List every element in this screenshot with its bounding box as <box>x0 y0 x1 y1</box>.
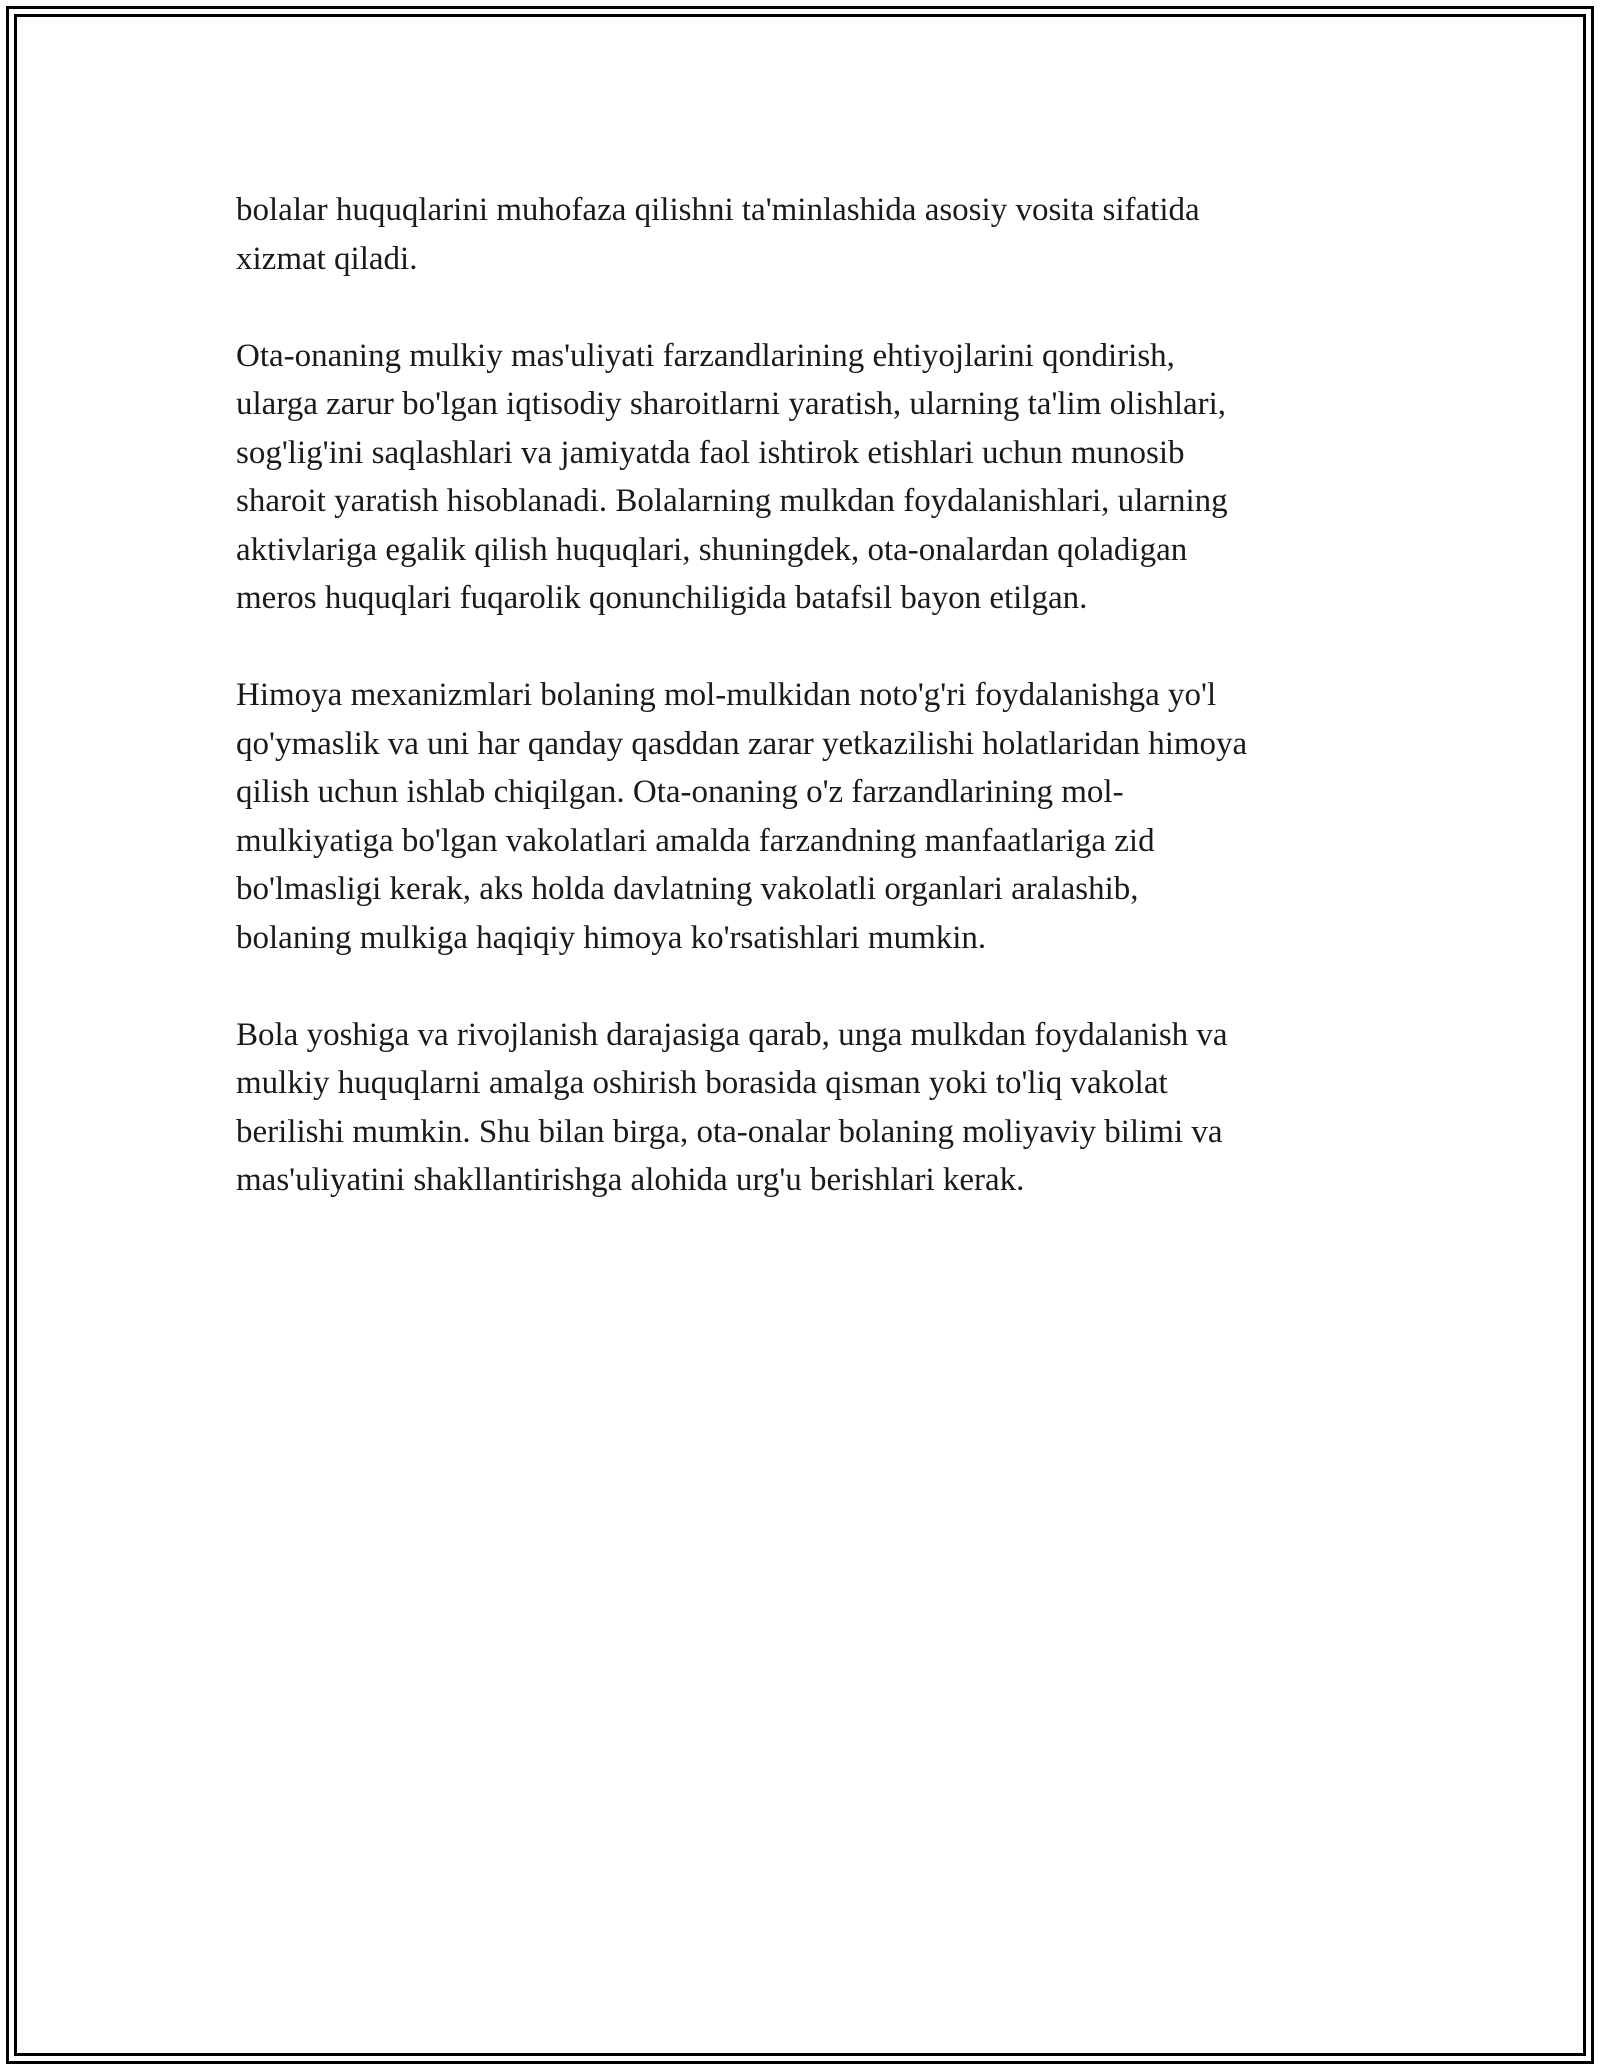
paragraph-4: Bola yoshiga va rivojlanish darajasiga qarab, unga mulkdan foydalanish va mulkiy huquqlarni amalga oshirish borasida qisman yoki to'liq vakolat berilishi mumkin. Shu bilan birga, ota-onalar bolaning moliyaviy bilimi va mas'uliyatini shakllantirishga alohida urg'u berishlari kerak. <box>236 1016 1228 1198</box>
paragraph-1: bolalar huquqlarini muhofaza qilishni ta'minlashida asosiy vosita sifatida xizmat qiladi. <box>236 192 1200 277</box>
document-body <box>236 186 1376 1253</box>
paragraph-3: Himoya mexanizmlari bolaning mol-mulkidan noto'g'ri foydalanishga yo'l qo'ymaslik va uni har qanday qasddan zarar yetkazilishi holatlaridan himoya qilish uchun ishlab chiqilgan. Ota-onaning o'z farzandlarining mol- mulkiyatiga bo'lgan vakolatlari amalda farzandning manfaatlariga zid bo'lmasligi kerak, aks holda davlatning vakolatli organlari aralashib, bolaning mulkiga haqiqiy himoya ko'rsatishlari mumkin. <box>236 677 1248 956</box>
paragraph-2: Ota-onaning mulkiy mas'uliyati farzandlarining ehtiyojlarini qondirish, ularga zarur bo'lgan iqtisodiy sharoitlarni yaratish, ularning ta'lim olishlari, sog'lig'ini saqlashlari va jamiyatda faol ishtirok etishlari uchun munosib sharoit yaratish hisoblanadi. Bolalarning mulkdan foydalanishlari, ularning aktivlariga egalik qilish huquqlari, shuningdek, ota-onalardan qoladigan meros huquqlari fuqarolik qonunchiligida batafsil bayon etilgan. <box>236 337 1228 616</box>
